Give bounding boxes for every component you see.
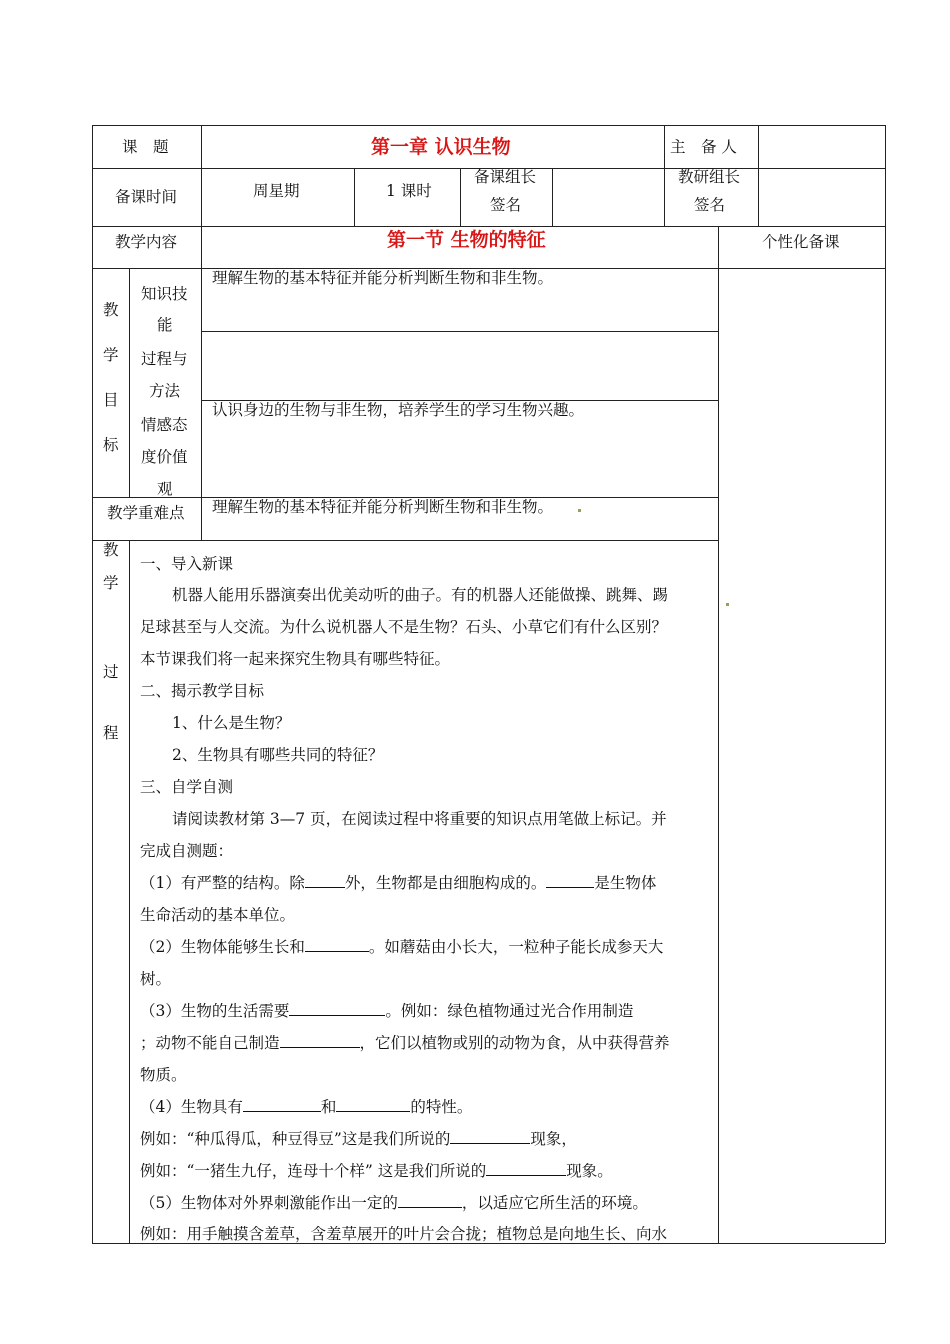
emotion-text: 认识身边的生物与非生物，培养学生的学习生物兴趣。 <box>212 401 585 419</box>
question-4-example-2: 例如：“一猪生九仔，连母十个样” 这是我们所说的 现象。 <box>140 1162 613 1180</box>
knowledge-text: 理解生物的基本特征并能分析判断生物和非生物。 <box>212 269 554 287</box>
research-leader-sign-line2: 签名 <box>694 196 726 214</box>
question-1-line1: （1）有严整的结构。除 外，生物都是由细胞构成的。 是生物体 <box>140 874 657 892</box>
answer-blank[interactable] <box>289 1001 385 1016</box>
intro-paragraph-line1: 机器人能用乐器演奏出优美动听的曲子。有的机器人还能做操、跳舞、踢 <box>172 586 669 604</box>
table-row-line <box>201 331 718 332</box>
question-1-line2: 生命活动的基本单位。 <box>140 906 296 924</box>
knowledge-label-line1: 知识技 <box>141 285 188 303</box>
answer-blank[interactable] <box>336 1097 410 1112</box>
table-col-line <box>552 168 553 226</box>
question-2-line2: 树。 <box>140 970 172 988</box>
answer-blank[interactable] <box>305 873 345 888</box>
objectives-side-label-3: 目 <box>103 391 119 409</box>
table-border-right <box>885 125 886 1243</box>
scan-dot <box>726 603 729 606</box>
process-side-label-4: 程 <box>103 724 119 742</box>
answer-blank[interactable] <box>398 1193 462 1208</box>
research-leader-sign-line1: 教研组长 <box>678 168 741 186</box>
question-3-line2: ；动物不能自己制造 ，它们以植物或别的动物为食，从中获得营养 <box>140 1034 670 1052</box>
content-label: 教学内容 <box>115 233 178 251</box>
table-col-line <box>664 168 665 226</box>
question-4-example-1: 例如：“种瓜得瓜，种豆得豆”这是我们所说的 现象， <box>140 1130 577 1148</box>
table-col-line <box>664 125 665 168</box>
week-label: 周星期 <box>253 182 300 200</box>
answer-blank[interactable] <box>486 1161 566 1176</box>
objectives-side-label-1: 教 <box>103 301 119 319</box>
answer-blank[interactable] <box>280 1033 360 1048</box>
emotion-label-line2: 度价值 <box>141 448 188 466</box>
hours-label: 1 课时 <box>386 182 432 200</box>
table-col-line <box>354 168 355 226</box>
goal-1: 1、什么是生物？ <box>172 714 291 732</box>
table-col-line <box>201 125 202 268</box>
question-2-line1: （2）生物体能够生长和 。如蘑菇由小长大，一粒种子能长成参天大 <box>140 938 664 956</box>
intro-paragraph-line3: 本节课我们将一起来探究生物具有哪些特征。 <box>140 650 451 668</box>
objectives-side-label-2: 学 <box>103 346 119 364</box>
topic-label: 课 题 <box>122 138 169 156</box>
scan-dot <box>578 509 581 512</box>
question-5-line1: （5）生物体对外界刺激能作出一定的 ，以适应它所生活的环境。 <box>140 1194 648 1212</box>
answer-blank[interactable] <box>546 873 594 888</box>
intro-paragraph-line2: 足球甚至与人交流。为什么说机器人不是生物？石头、小草它们有什么区别？ <box>140 618 668 636</box>
process-side-label-1: 教 <box>103 541 119 559</box>
emotion-label-line1: 情感态 <box>141 416 188 434</box>
heading-intro: 一、导入新课 <box>140 555 234 573</box>
objectives-side-label-4: 标 <box>103 436 119 454</box>
table-row-line <box>92 226 885 227</box>
process-label-line1: 过程与 <box>141 350 188 368</box>
self-test-instruction-line1: 请阅读教材第 3—7 页，在阅读过程中将重要的知识点用笔做上标记。并 <box>172 810 667 828</box>
table-row-line <box>92 540 718 541</box>
group-leader-sign-line1: 备课组长 <box>474 168 537 186</box>
table-col-line <box>129 540 130 1243</box>
section-title: 第一节 生物的特征 <box>387 229 546 251</box>
question-3-line3: 物质。 <box>140 1066 187 1084</box>
table-col-line <box>718 226 719 1243</box>
group-leader-sign-line2: 签名 <box>490 196 522 214</box>
key-points-label: 教学重难点 <box>107 504 185 522</box>
emotion-label-line3: 观 <box>157 480 173 498</box>
table-border-left <box>92 125 93 1243</box>
process-label-line2: 方法 <box>149 382 181 400</box>
process-side-label-2: 学 <box>103 574 119 592</box>
table-col-line <box>758 125 759 226</box>
table-col-line <box>129 268 130 497</box>
key-points-text: 理解生物的基本特征并能分析判断生物和非生物。 <box>212 498 554 516</box>
prep-time-label: 备课时间 <box>115 188 178 206</box>
heading-self-test: 三、自学自测 <box>140 778 234 796</box>
self-test-instruction-line2: 完成自测题： <box>140 842 234 860</box>
goal-2: 2、生物具有哪些共同的特征？ <box>172 746 384 764</box>
answer-blank[interactable] <box>450 1129 530 1144</box>
table-col-line <box>201 268 202 540</box>
answer-blank[interactable] <box>305 937 369 952</box>
table-border-top <box>92 125 885 126</box>
chapter-title: 第一章 认识生物 <box>371 136 511 158</box>
knowledge-label-line2: 能 <box>157 316 173 334</box>
process-side-label-3: 过 <box>103 663 119 681</box>
heading-goals: 二、揭示教学目标 <box>140 682 265 700</box>
answer-blank[interactable] <box>243 1097 321 1112</box>
author-label: 主 备 人 <box>670 138 737 156</box>
question-5-line2: 例如：用手触摸含羞草，含羞草展开的叶片会合拢；植物总是向地生长、向水 <box>140 1225 668 1243</box>
question-3-line1: （3）生物的生活需要 。例如：绿色植物通过光合作用制造 <box>140 1002 634 1020</box>
question-4-line1: （4）生物具有 和 的特性。 <box>140 1098 473 1116</box>
personal-label: 个性化备课 <box>762 233 840 251</box>
table-col-line <box>460 168 461 226</box>
